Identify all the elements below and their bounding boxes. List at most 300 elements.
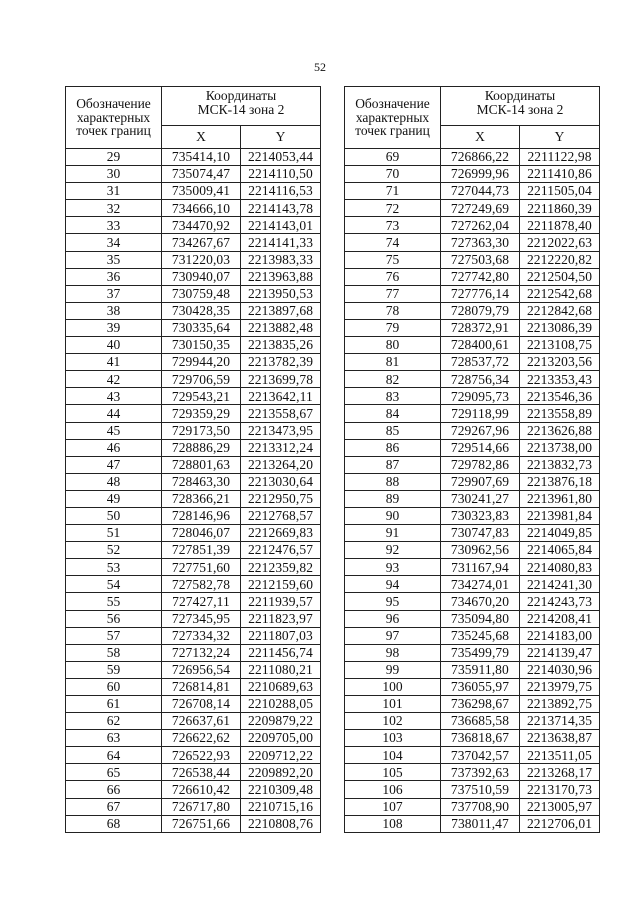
y-coordinate: 2211939,57 xyxy=(241,593,321,610)
x-coordinate: 727776,14 xyxy=(441,285,520,302)
y-coordinate: 2210288,05 xyxy=(241,696,321,713)
x-coordinate: 729944,20 xyxy=(162,354,241,371)
x-coordinate: 726622,62 xyxy=(162,730,241,747)
table-row xyxy=(66,696,321,713)
x-coordinate: 728463,30 xyxy=(162,473,241,490)
x-coordinate: 727249,69 xyxy=(441,200,520,217)
y-coordinate: 2213086,39 xyxy=(520,319,600,336)
table-row xyxy=(66,747,321,764)
y-coordinate: 2213558,89 xyxy=(520,405,600,422)
table-row xyxy=(345,542,600,559)
point-number: 71 xyxy=(345,183,441,200)
y-coordinate: 2213961,80 xyxy=(520,490,600,507)
y-coordinate: 2214110,50 xyxy=(241,166,321,183)
x-coordinate: 726751,66 xyxy=(162,815,241,832)
point-number: 60 xyxy=(66,678,162,695)
table-row xyxy=(66,507,321,524)
table-row xyxy=(345,644,600,661)
point-number: 31 xyxy=(66,183,162,200)
y-coordinate: 2213626,88 xyxy=(520,422,600,439)
y-coordinate: 2213546,36 xyxy=(520,388,600,405)
x-coordinate: 729173,50 xyxy=(162,422,241,439)
table-row xyxy=(345,319,600,336)
y-coordinate: 2212504,50 xyxy=(520,268,600,285)
y-coordinate: 2214139,47 xyxy=(520,644,600,661)
table-row xyxy=(345,576,600,593)
x-coordinate: 728886,29 xyxy=(162,439,241,456)
point-number: 40 xyxy=(66,337,162,354)
y-coordinate: 2213981,84 xyxy=(520,507,600,524)
x-coordinate: 727334,32 xyxy=(162,627,241,644)
x-coordinate: 726637,61 xyxy=(162,713,241,730)
x-coordinate: 737510,59 xyxy=(441,781,520,798)
table-row xyxy=(345,764,600,781)
table-row xyxy=(66,319,321,336)
x-coordinate: 736055,97 xyxy=(441,678,520,695)
x-coordinate: 734670,20 xyxy=(441,593,520,610)
y-column-header: Y xyxy=(241,126,321,149)
y-coordinate: 2213876,18 xyxy=(520,473,600,490)
y-coordinate: 2214065,84 xyxy=(520,542,600,559)
point-number: 86 xyxy=(345,439,441,456)
x-coordinate: 730150,35 xyxy=(162,337,241,354)
table-row xyxy=(66,730,321,747)
point-number: 84 xyxy=(345,405,441,422)
point-number: 94 xyxy=(345,576,441,593)
y-coordinate: 2212159,60 xyxy=(241,576,321,593)
table-row xyxy=(345,747,600,764)
point-number: 49 xyxy=(66,490,162,507)
point-number: 91 xyxy=(345,525,441,542)
point-number: 105 xyxy=(345,764,441,781)
point-number: 104 xyxy=(345,747,441,764)
x-coordinate: 726814,81 xyxy=(162,678,241,695)
x-coordinate: 727582,78 xyxy=(162,576,241,593)
point-number: 65 xyxy=(66,764,162,781)
table-row xyxy=(345,183,600,200)
point-number: 73 xyxy=(345,217,441,234)
point-number: 47 xyxy=(66,456,162,473)
x-coordinate: 734267,67 xyxy=(162,234,241,251)
table-row xyxy=(345,217,600,234)
table-row xyxy=(345,525,600,542)
table-row xyxy=(66,559,321,576)
y-coordinate: 2214143,78 xyxy=(241,200,321,217)
x-coordinate: 728537,72 xyxy=(441,354,520,371)
table-row xyxy=(66,166,321,183)
y-coordinate: 2213963,88 xyxy=(241,268,321,285)
x-coordinate: 727851,39 xyxy=(162,542,241,559)
y-coordinate: 2213473,95 xyxy=(241,422,321,439)
point-number: 97 xyxy=(345,627,441,644)
point-number: 32 xyxy=(66,200,162,217)
point-number: 82 xyxy=(345,371,441,388)
table-row xyxy=(345,593,600,610)
point-number: 58 xyxy=(66,644,162,661)
point-number: 45 xyxy=(66,422,162,439)
x-coordinate: 727044,73 xyxy=(441,183,520,200)
point-number: 54 xyxy=(66,576,162,593)
x-coordinate: 728400,61 xyxy=(441,337,520,354)
coordinates-header-line1: Координаты xyxy=(205,88,277,103)
y-coordinate: 2214183,00 xyxy=(520,627,600,644)
x-coordinate: 729118,99 xyxy=(441,405,520,422)
point-number: 29 xyxy=(66,149,162,166)
x-coordinate: 726717,80 xyxy=(162,798,241,815)
y-coordinate: 2214208,41 xyxy=(520,610,600,627)
y-coordinate: 2213170,73 xyxy=(520,781,600,798)
y-coordinate: 2213642,11 xyxy=(241,388,321,405)
table-row xyxy=(66,388,321,405)
y-coordinate: 2213835,26 xyxy=(241,337,321,354)
x-coordinate: 727742,80 xyxy=(441,268,520,285)
y-coordinate: 2212359,82 xyxy=(241,559,321,576)
point-number: 77 xyxy=(345,285,441,302)
y-coordinate: 2213882,48 xyxy=(241,319,321,336)
x-coordinate: 734666,10 xyxy=(162,200,241,217)
point-number: 67 xyxy=(66,798,162,815)
table-row xyxy=(345,166,600,183)
table-row xyxy=(345,439,600,456)
table-row xyxy=(66,661,321,678)
point-number: 102 xyxy=(345,713,441,730)
table-row xyxy=(66,576,321,593)
x-column-header: X xyxy=(162,126,241,149)
x-coordinate: 727363,30 xyxy=(441,234,520,251)
table-row xyxy=(345,371,600,388)
table-row xyxy=(345,388,600,405)
x-coordinate: 726708,14 xyxy=(162,696,241,713)
y-coordinate: 2211080,21 xyxy=(241,661,321,678)
y-coordinate: 2214049,85 xyxy=(520,525,600,542)
y-coordinate: 2213353,43 xyxy=(520,371,600,388)
table-row xyxy=(345,456,600,473)
coordinates-header xyxy=(162,87,321,126)
table-row xyxy=(66,627,321,644)
x-coordinate: 727427,11 xyxy=(162,593,241,610)
coordinates-header-line1: Координаты xyxy=(484,88,556,103)
x-coordinate: 734470,92 xyxy=(162,217,241,234)
y-coordinate: 2213638,87 xyxy=(520,730,600,747)
x-coordinate: 735094,80 xyxy=(441,610,520,627)
x-coordinate: 727751,60 xyxy=(162,559,241,576)
table-row xyxy=(66,798,321,815)
point-number: 34 xyxy=(66,234,162,251)
x-coordinate: 729267,96 xyxy=(441,422,520,439)
x-coordinate: 730747,83 xyxy=(441,525,520,542)
table-row xyxy=(345,302,600,319)
y-coordinate: 2212476,57 xyxy=(241,542,321,559)
point-number: 90 xyxy=(345,507,441,524)
table-row xyxy=(66,302,321,319)
point-number: 59 xyxy=(66,661,162,678)
point-number: 81 xyxy=(345,354,441,371)
x-coordinate: 728046,07 xyxy=(162,525,241,542)
point-number: 69 xyxy=(345,149,441,166)
x-coordinate: 737392,63 xyxy=(441,764,520,781)
table-row xyxy=(345,268,600,285)
table-row xyxy=(66,610,321,627)
table-row xyxy=(345,798,600,815)
y-coordinate: 2209879,22 xyxy=(241,713,321,730)
point-number: 68 xyxy=(66,815,162,832)
point-number: 108 xyxy=(345,815,441,832)
x-coordinate: 726610,42 xyxy=(162,781,241,798)
x-coordinate: 727262,04 xyxy=(441,217,520,234)
x-coordinate: 727345,95 xyxy=(162,610,241,627)
table-row xyxy=(345,610,600,627)
y-coordinate: 2209705,00 xyxy=(241,730,321,747)
point-number: 75 xyxy=(345,251,441,268)
x-coordinate: 730940,07 xyxy=(162,268,241,285)
x-coordinate: 728801,63 xyxy=(162,456,241,473)
x-coordinate: 726999,96 xyxy=(441,166,520,183)
point-number: 64 xyxy=(66,747,162,764)
table-row xyxy=(66,644,321,661)
x-coordinate: 728366,21 xyxy=(162,490,241,507)
table-row xyxy=(345,730,600,747)
x-coordinate: 731167,94 xyxy=(441,559,520,576)
table-row xyxy=(66,439,321,456)
y-coordinate: 2213897,68 xyxy=(241,302,321,319)
y-coordinate: 2213979,75 xyxy=(520,678,600,695)
y-coordinate: 2214116,53 xyxy=(241,183,321,200)
table-row xyxy=(66,490,321,507)
x-coordinate: 730962,56 xyxy=(441,542,520,559)
y-coordinate: 2212706,01 xyxy=(520,815,600,832)
point-number: 101 xyxy=(345,696,441,713)
point-number: 52 xyxy=(66,542,162,559)
table-row xyxy=(345,661,600,678)
coordinates-table-right xyxy=(344,86,600,833)
y-coordinate: 2214243,73 xyxy=(520,593,600,610)
y-coordinate: 2213108,75 xyxy=(520,337,600,354)
y-coordinate: 2213714,35 xyxy=(520,713,600,730)
x-coordinate: 727132,24 xyxy=(162,644,241,661)
point-number: 43 xyxy=(66,388,162,405)
x-coordinate: 728756,34 xyxy=(441,371,520,388)
y-coordinate: 2211860,39 xyxy=(520,200,600,217)
point-number: 76 xyxy=(345,268,441,285)
table-row xyxy=(66,456,321,473)
point-number: 107 xyxy=(345,798,441,815)
point-number: 48 xyxy=(66,473,162,490)
table-row xyxy=(66,781,321,798)
y-coordinate: 2211823,97 xyxy=(241,610,321,627)
y-coordinate: 2213264,20 xyxy=(241,456,321,473)
coordinates-table-left xyxy=(65,86,321,833)
point-number: 103 xyxy=(345,730,441,747)
y-coordinate: 2213268,17 xyxy=(520,764,600,781)
y-coordinate: 2214080,83 xyxy=(520,559,600,576)
point-number: 78 xyxy=(345,302,441,319)
point-number: 33 xyxy=(66,217,162,234)
x-coordinate: 735911,80 xyxy=(441,661,520,678)
x-coordinate: 729782,86 xyxy=(441,456,520,473)
point-number: 46 xyxy=(66,439,162,456)
y-coordinate: 2211807,03 xyxy=(241,627,321,644)
table-row xyxy=(345,627,600,644)
x-coordinate: 726956,54 xyxy=(162,661,241,678)
point-number: 100 xyxy=(345,678,441,695)
table-row xyxy=(345,559,600,576)
x-coordinate: 727503,68 xyxy=(441,251,520,268)
table-row xyxy=(345,405,600,422)
x-coordinate: 737042,57 xyxy=(441,747,520,764)
y-coordinate: 2213832,73 xyxy=(520,456,600,473)
point-number: 95 xyxy=(345,593,441,610)
point-number: 106 xyxy=(345,781,441,798)
point-number: 56 xyxy=(66,610,162,627)
table-row xyxy=(345,713,600,730)
x-coordinate: 726538,44 xyxy=(162,764,241,781)
x-coordinate: 735245,68 xyxy=(441,627,520,644)
y-coordinate: 2213030,64 xyxy=(241,473,321,490)
point-number: 44 xyxy=(66,405,162,422)
x-coordinate: 728146,96 xyxy=(162,507,241,524)
point-number: 80 xyxy=(345,337,441,354)
x-coordinate: 730759,48 xyxy=(162,285,241,302)
table-row xyxy=(66,234,321,251)
y-coordinate: 2212950,75 xyxy=(241,490,321,507)
point-number: 30 xyxy=(66,166,162,183)
point-number: 74 xyxy=(345,234,441,251)
y-coordinate: 2214030,96 xyxy=(520,661,600,678)
x-coordinate: 729514,66 xyxy=(441,439,520,456)
y-coordinate: 2214141,33 xyxy=(241,234,321,251)
table-row xyxy=(345,285,600,302)
point-number: 37 xyxy=(66,285,162,302)
y-coordinate: 2212542,68 xyxy=(520,285,600,302)
point-number: 57 xyxy=(66,627,162,644)
x-coordinate: 735009,41 xyxy=(162,183,241,200)
point-number: 83 xyxy=(345,388,441,405)
x-coordinate: 730428,35 xyxy=(162,302,241,319)
y-coordinate: 2213782,39 xyxy=(241,354,321,371)
y-coordinate: 2213699,78 xyxy=(241,371,321,388)
point-number: 61 xyxy=(66,696,162,713)
x-coordinate: 726866,22 xyxy=(441,149,520,166)
x-coordinate: 734274,01 xyxy=(441,576,520,593)
table-row xyxy=(345,337,600,354)
point-number: 96 xyxy=(345,610,441,627)
point-number: 93 xyxy=(345,559,441,576)
table-row xyxy=(66,149,321,166)
y-coordinate: 2212022,63 xyxy=(520,234,600,251)
table-row xyxy=(345,354,600,371)
x-coordinate: 730241,27 xyxy=(441,490,520,507)
table-row xyxy=(345,507,600,524)
x-coordinate: 728079,79 xyxy=(441,302,520,319)
table-row xyxy=(345,815,600,832)
table-row xyxy=(66,764,321,781)
point-label-header: Обозначение характерных точек границ xyxy=(66,87,162,149)
x-coordinate: 737708,90 xyxy=(441,798,520,815)
point-number: 79 xyxy=(345,319,441,336)
table-row xyxy=(66,183,321,200)
y-coordinate: 2210715,16 xyxy=(241,798,321,815)
x-coordinate: 729095,73 xyxy=(441,388,520,405)
table-row xyxy=(345,678,600,695)
y-coordinate: 2212842,68 xyxy=(520,302,600,319)
point-number: 62 xyxy=(66,713,162,730)
x-coordinate: 729907,69 xyxy=(441,473,520,490)
point-number: 50 xyxy=(66,507,162,524)
point-number: 53 xyxy=(66,559,162,576)
table-row xyxy=(345,200,600,217)
table-row xyxy=(66,405,321,422)
y-coordinate: 2213511,05 xyxy=(520,747,600,764)
x-coordinate: 731220,03 xyxy=(162,251,241,268)
point-number: 92 xyxy=(345,542,441,559)
y-coordinate: 2209892,20 xyxy=(241,764,321,781)
y-coordinate: 2212768,57 xyxy=(241,507,321,524)
y-coordinate: 2213892,75 xyxy=(520,696,600,713)
point-number: 35 xyxy=(66,251,162,268)
x-coordinate: 730335,64 xyxy=(162,319,241,336)
y-coordinate: 2212220,82 xyxy=(520,251,600,268)
table-row xyxy=(345,422,600,439)
y-coordinate: 2211505,04 xyxy=(520,183,600,200)
table-row xyxy=(66,217,321,234)
point-number: 89 xyxy=(345,490,441,507)
point-number: 99 xyxy=(345,661,441,678)
y-coordinate: 2210689,63 xyxy=(241,678,321,695)
table-row xyxy=(66,371,321,388)
x-coordinate: 729359,29 xyxy=(162,405,241,422)
x-coordinate: 729543,21 xyxy=(162,388,241,405)
y-column-header: Y xyxy=(520,126,600,149)
point-number: 66 xyxy=(66,781,162,798)
y-coordinate: 2211410,86 xyxy=(520,166,600,183)
table-row xyxy=(345,490,600,507)
point-number: 51 xyxy=(66,525,162,542)
y-coordinate: 2213738,00 xyxy=(520,439,600,456)
x-coordinate: 736818,67 xyxy=(441,730,520,747)
y-coordinate: 2213983,33 xyxy=(241,251,321,268)
table-row xyxy=(66,354,321,371)
y-coordinate: 2213005,97 xyxy=(520,798,600,815)
table-row xyxy=(345,251,600,268)
table-row xyxy=(66,285,321,302)
table-row xyxy=(66,713,321,730)
x-coordinate: 735414,10 xyxy=(162,149,241,166)
table-row xyxy=(66,815,321,832)
x-coordinate: 726522,93 xyxy=(162,747,241,764)
point-number: 70 xyxy=(345,166,441,183)
table-row xyxy=(345,149,600,166)
table-row xyxy=(66,251,321,268)
y-coordinate: 2214241,30 xyxy=(520,576,600,593)
table-row xyxy=(66,593,321,610)
x-coordinate: 728372,91 xyxy=(441,319,520,336)
y-coordinate: 2214053,44 xyxy=(241,149,321,166)
table-row xyxy=(66,268,321,285)
x-column-header: X xyxy=(441,126,520,149)
y-coordinate: 2213312,24 xyxy=(241,439,321,456)
table-row xyxy=(66,678,321,695)
point-number: 88 xyxy=(345,473,441,490)
coordinates-header-line2: МСК-14 зона 2 xyxy=(476,101,564,117)
x-coordinate: 730323,83 xyxy=(441,507,520,524)
y-coordinate: 2213950,53 xyxy=(241,285,321,302)
y-coordinate: 2213558,67 xyxy=(241,405,321,422)
point-number: 63 xyxy=(66,730,162,747)
point-number: 38 xyxy=(66,302,162,319)
y-coordinate: 2210808,76 xyxy=(241,815,321,832)
table-row xyxy=(66,422,321,439)
x-coordinate: 735499,79 xyxy=(441,644,520,661)
